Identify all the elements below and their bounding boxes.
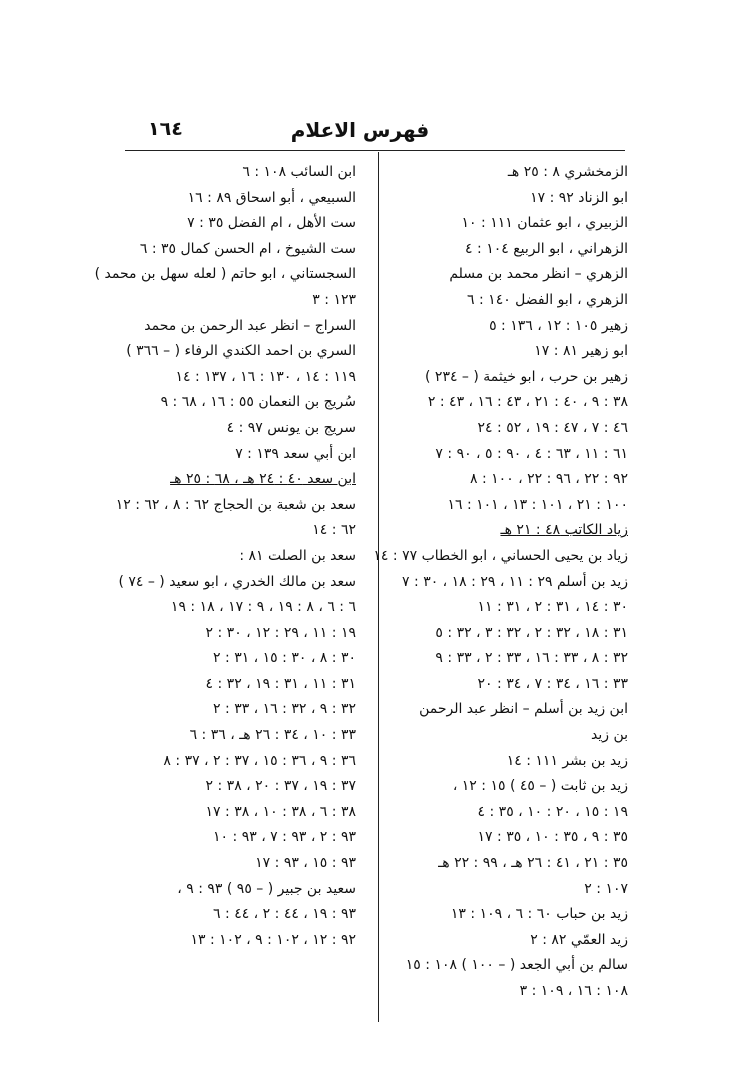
index-entry: ٩٣ : ١٩ ، ٤٤ : ٢ ، ٤٤ : ٦ xyxy=(213,906,356,923)
index-entry: ٣١ : ١١ ، ٣١ : ١٩ ، ٣٢ : ٤ xyxy=(205,675,356,692)
index-entry: زهير ١٠٥ : ١٢ ، ١٣٦ : ٥ xyxy=(489,317,628,334)
index-entry: الزهري ، ابو الفضل ١٤٠ : ٦ xyxy=(467,291,628,308)
index-column-left xyxy=(94,160,356,953)
index-entry: ٩٢ : ١٢ ، ١٠٢ : ٩ ، ١٠٢ : ١٣ xyxy=(190,931,356,948)
index-entry: ست الشيوخ ، ام الحسن كمال ٣٥ : ٦ xyxy=(139,240,356,257)
index-column-right xyxy=(373,160,628,1005)
index-entry: سالم بن أبي الجعد ( – ١٠٠ ) ١٠٨ : ١٥ xyxy=(405,957,628,974)
index-entry: زياد بن يحيى الحساني ، ابو الخطاب ٧٧ : ١٤ xyxy=(373,547,628,564)
index-entry: ١٢٣ : ٣ xyxy=(312,291,356,308)
index-entry: الزبيري ، ابو عثمان ١١١ : ١٠ xyxy=(461,215,628,232)
index-entry: الزهراني ، ابو الربيع ١٠٤ : ٤ xyxy=(465,240,628,257)
column-divider xyxy=(378,152,379,1022)
index-entry: ٦ : ٦ ، ٨ : ١٩ ، ٩ : ١٧ ، ١٨ : ١٩ xyxy=(170,599,356,616)
index-entry: ابن السائب ١٠٨ : ٦ xyxy=(242,164,356,180)
index-entry: ٩٣ : ١٥ ، ٩٣ : ١٧ xyxy=(255,855,356,872)
index-entry: ١١٩ : ١٤ ، ١٣٠ : ١٦ ، ١٣٧ : ١٤ xyxy=(175,368,356,385)
index-entry: زهير بن حرب ، ابو خيثمة ( – ٢٣٤ ) xyxy=(425,368,628,385)
index-entry: ١٩ : ١١ ، ٢٩ : ١٢ ، ٣٠ : ٢ xyxy=(205,624,356,641)
index-entry: ١٠٧ : ٢ xyxy=(584,880,628,897)
page-title: فهرس الاعلام xyxy=(290,118,430,142)
index-entry: زيد بن بشر ١١١ : ١٤ xyxy=(506,752,628,769)
index-entry: ١٠٨ : ١٦ ، ١٠٩ : ٣ xyxy=(519,983,628,999)
index-entry: ٣٠ : ١٤ ، ٣١ : ٢ ، ٣١ : ١١ xyxy=(477,599,628,616)
index-entry: ٣٣ : ١٦ ، ٣٤ : ٧ ، ٣٤ : ٢٠ xyxy=(477,675,628,692)
index-entry: ابن زيد بن أسلم – انظر عبد الرحمن xyxy=(419,701,628,718)
index-entry: ٤٦ : ٧ ، ٤٧ : ١٩ ، ٥٢ : ٢٤ xyxy=(477,419,628,436)
index-entry: زيد بن حباب ٦٠ : ٦ ، ١٠٩ : ١٣ xyxy=(450,906,628,923)
index-entry: الزمخشري ٨ : ٢٥ هـ xyxy=(507,164,628,180)
index-entry: ٣٢ : ٨ ، ٣٣ : ١٦ ، ٣٣ : ٢ ، ٣٣ : ٩ xyxy=(435,650,628,667)
index-entry: بن زيد xyxy=(590,727,628,744)
index-entry: ٣٥ : ٩ ، ٣٥ : ١٠ ، ٣٥ : ١٧ xyxy=(477,829,628,846)
index-entry: سعد بن مالك الخدري ، ابو سعيد ( – ٧٤ ) xyxy=(118,573,356,590)
index-entry: سعد بن شعبة بن الحجاج ٦٢ : ٨ ، ٦٢ : ١٢ xyxy=(115,496,356,513)
index-entry: ٣٠ : ٨ ، ٣٠ : ١٥ ، ٣١ : ٢ xyxy=(213,650,356,667)
index-entry: زياد الكاتب ٤٨ : ٢١ هـ xyxy=(500,522,628,539)
index-entry: سُريج بن النعمان ٥٥ : ١٦ ، ٦٨ : ٩ xyxy=(160,394,356,411)
index-entry: سعد بن الصلت ٨١ : xyxy=(239,547,356,564)
index-entry: ٣٦ : ٩ ، ٣٦ : ١٥ ، ٣٧ : ٢ ، ٣٧ : ٨ xyxy=(163,752,356,769)
index-entry: ٣٨ : ٦ ، ٣٨ : ١٠ ، ٣٨ : ١٧ xyxy=(205,803,356,820)
index-entry: زيد بن أسلم ٢٩ : ١١ ، ٢٩ : ١٨ ، ٣٠ : ٧ xyxy=(402,573,628,590)
index-entry: ابن سعد ٤٠ : ٢٤ هـ ، ٦٨ : ٢٥ هـ xyxy=(170,471,356,488)
index-entry: سعيد بن جبير ( – ٩٥ ) ٩٣ : ٩ ، xyxy=(177,880,356,897)
index-entry: ٣٧ : ١٩ ، ٣٧ : ٢٠ ، ٣٨ : ٢ xyxy=(205,778,356,795)
index-entry: الزهري – انظر محمد بن مسلم xyxy=(449,266,628,283)
index-entry: ٣٢ : ٩ ، ٣٢ : ١٦ ، ٣٣ : ٢ xyxy=(213,701,356,718)
index-entry: سريج بن يونس ٩٧ : ٤ xyxy=(226,419,356,436)
index-entry: ست الأهل ، ام الفضل ٣٥ : ٧ xyxy=(187,215,356,232)
index-entry: السبيعي ، أبو اسحاق ٨٩ : ١٦ xyxy=(187,189,356,206)
index-entry: ٩٣ : ٢ ، ٩٣ : ٧ ، ٩٣ : ١٠ xyxy=(213,829,356,846)
index-entry: السري بن احمد الكندي الرفاء ( – ٣٦٦ ) xyxy=(126,343,356,360)
index-entry: ابو الزناد ٩٢ : ١٧ xyxy=(530,189,628,206)
index-entry: ٣٥ : ٢١ ، ٤١ : ٢٦ هـ ، ٩٩ : ٢٢ هـ xyxy=(438,855,628,872)
index-entry: ابن أبي سعد ١٣٩ : ٧ xyxy=(235,445,356,462)
index-entry: ابو زهير ٨١ : ١٧ xyxy=(534,343,628,360)
index-entry: ١٠٠ : ٢١ ، ١٠١ : ١٣ ، ١٠١ : ١٦ xyxy=(447,496,628,513)
index-entry: السراج – انظر عبد الرحمن بن محمد xyxy=(144,317,356,334)
index-entry: زيد العمّي ٨٢ : ٢ xyxy=(530,931,628,948)
index-entry: ٩٢ : ٢٢ ، ٩٦ : ٢٢ ، ١٠٠ : ٨ xyxy=(470,471,628,488)
index-entry: ٣٨ : ٩ ، ٤٠ : ٢١ ، ٤٣ : ١٦ ، ٤٣ : ٢ xyxy=(427,394,628,411)
index-entry: ٦١ : ١١ ، ٦٣ : ٤ ، ٩٠ : ٥ ، ٩٠ : ٧ xyxy=(435,445,628,462)
index-entry: ٦٢ : ١٤ xyxy=(312,522,356,539)
index-entry: ١٩ : ١٥ ، ٢٠ : ١٠ ، ٣٥ : ٤ xyxy=(477,803,628,820)
page-number: ١٦٤ xyxy=(148,118,183,140)
index-entry: زيد بن ثابت ( – ٤٥ ) ١٥ : ١٢ ، xyxy=(452,778,628,795)
index-entry: ٣٣ : ١٠ ، ٣٤ : ٢٦ هـ ، ٣٦ : ٦ xyxy=(189,727,356,744)
index-entry: ٣١ : ١٨ ، ٣٢ : ٢ ، ٣٢ : ٣ ، ٣٢ : ٥ xyxy=(435,624,628,641)
header-rule xyxy=(125,150,625,151)
index-entry: السجستاني ، ابو حاتم ( لعله سهل بن محمد ) xyxy=(94,266,356,283)
